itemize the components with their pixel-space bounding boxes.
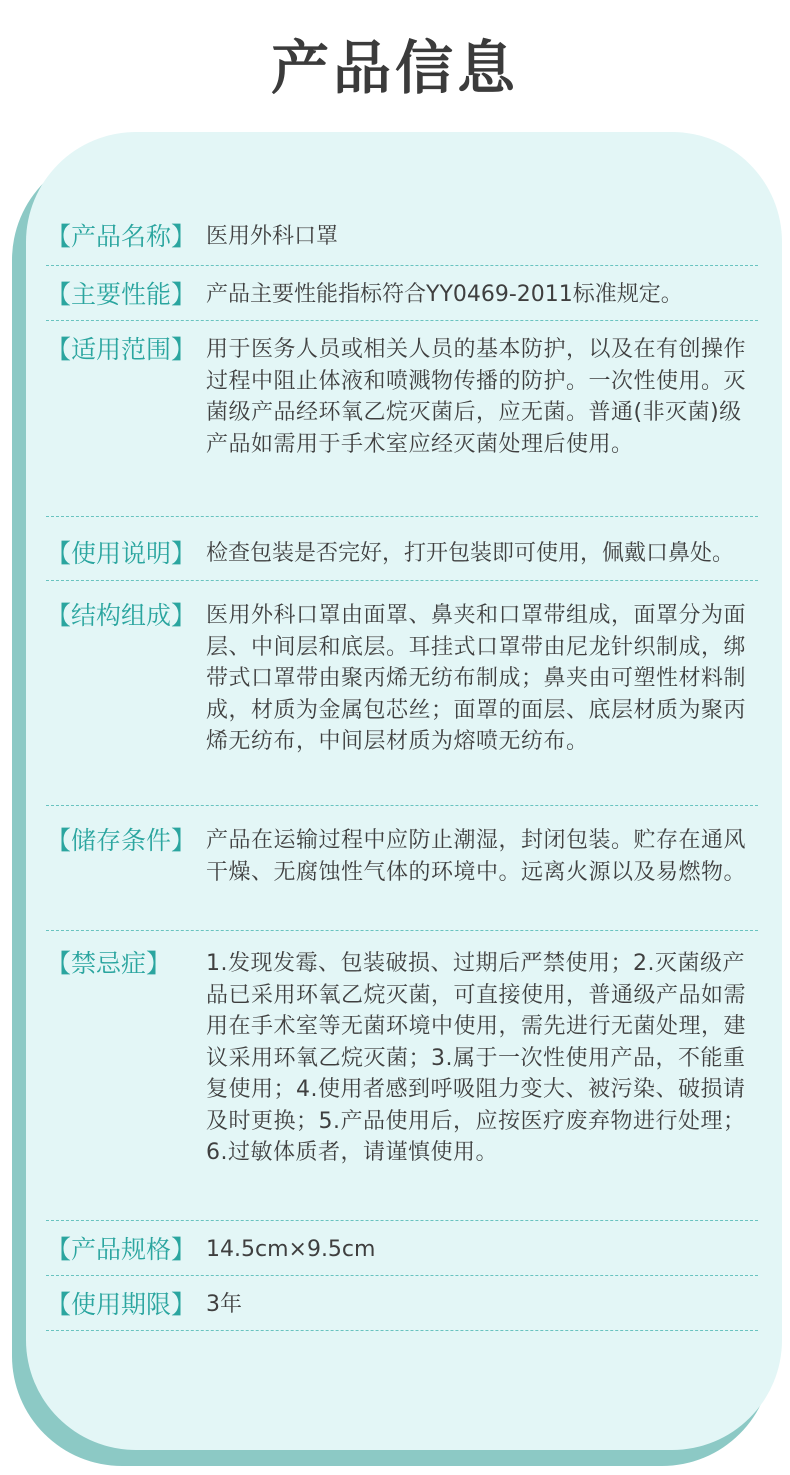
row-label: 【主要性能】 (46, 280, 197, 309)
row-product-name (46, 218, 758, 266)
row-value: 3年 (206, 1292, 242, 1317)
row-label: 【使用期限】 (46, 1290, 197, 1319)
row-value: 用于医务人员或相关人员的基本防护，以及在有创操作过程中阻止体液和喷溅物传播的防护。一次性使用。灭菌级产品经环氧乙烷灭菌后，应无菌。普通(非灭菌)级产品如需用于手术室应经灭菌处理后使用。 (206, 337, 747, 457)
row-value: 1.发现发霉、包装破损、过期后严禁使用；2.灭菌级产品已采用环氧乙烷灭菌，可直接使用，普通级产品如需用在手术室等无菌环境中使用，需先进行无菌处理，建议采用环氧乙烷灭菌；3.属于一次性使用产品，不能重复使用；4.使用者感到呼吸阻力变大、被污染、破损请及时更换；5.产品使用后，应按医疗废弃物进行处理；6.过敏体质者，请谨慎使用。 (206, 951, 747, 1165)
row-value: 医用外科口罩由面罩、鼻夹和口罩带组成，面罩分为面层、中间层和底层。耳挂式口罩带由尼龙针织制成，绑带式口罩带由聚丙烯无纺布制成；鼻夹由可塑性材料制成，材质为金属包芯丝；面罩的面层、底层材质为聚丙烯无纺布，中间层材质为熔喷无纺布。 (206, 603, 747, 754)
row-label: 【结构组成】 (46, 601, 197, 630)
row-storage (46, 806, 758, 931)
row-label: 【产品规格】 (46, 1235, 197, 1264)
page-title: 产品信息 (270, 34, 519, 102)
info-rows (0, 218, 790, 1331)
row-label: 【储存条件】 (46, 826, 197, 855)
row-value: 产品主要性能指标符合YY0469-2011标准规定。 (206, 282, 683, 307)
row-shelf-life (46, 1276, 758, 1331)
row-scope-of-use (46, 321, 758, 517)
row-contraindications (46, 931, 758, 1221)
row-label: 【使用说明】 (46, 539, 197, 568)
row-structure (46, 581, 758, 806)
row-value: 检查包装是否完好，打开包装即可使用，佩戴口鼻处。 (206, 541, 735, 566)
row-label: 【产品名称】 (46, 222, 197, 251)
row-instructions (46, 517, 758, 581)
row-label: 【禁忌症】 (46, 949, 172, 978)
row-value: 医用外科口罩 (206, 224, 339, 249)
row-value: 产品在运输过程中应防止潮湿，封闭包装。贮存在通风干燥、无腐蚀性气体的环境中。远离火源以及易燃物。 (206, 828, 747, 885)
row-label: 【适用范围】 (46, 335, 197, 364)
row-main-performance (46, 266, 758, 321)
row-specification (46, 1221, 758, 1276)
row-value: 14.5cm×9.5cm (206, 1237, 376, 1262)
